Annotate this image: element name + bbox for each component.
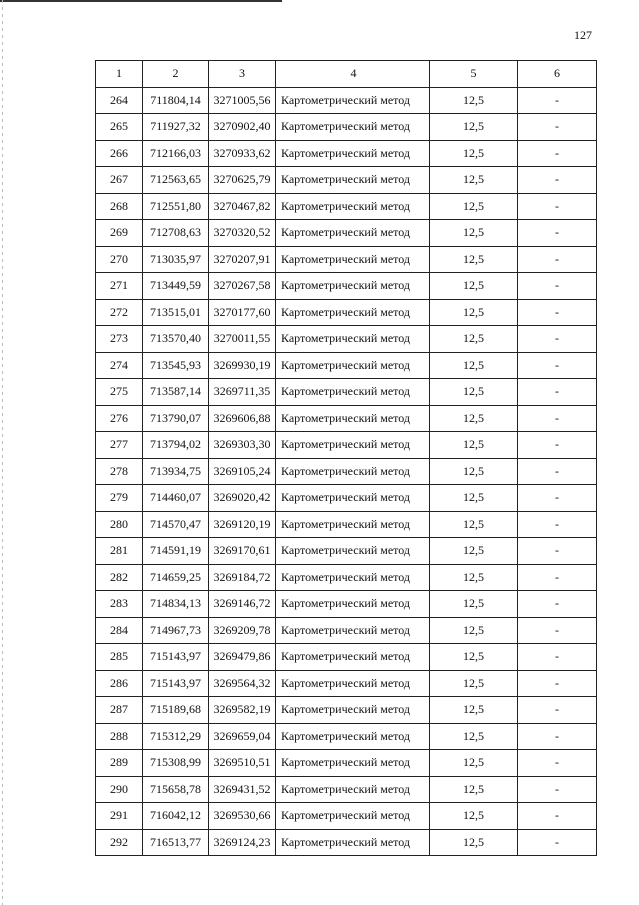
cell-y-coordinate: 3269479,86: [209, 644, 276, 671]
cell-method: Картометрический метод: [276, 299, 430, 326]
cell-accuracy: 12,5: [430, 617, 518, 644]
cell-accuracy: 12,5: [430, 167, 518, 194]
cell-accuracy: 12,5: [430, 644, 518, 671]
cell-method: Картометрический метод: [276, 326, 430, 353]
cell-note: -: [518, 776, 597, 803]
cell-point-number: 266: [96, 140, 143, 167]
cell-point-number: 272: [96, 299, 143, 326]
header-cell-1: 1: [96, 61, 143, 88]
cell-x-coordinate: 712708,63: [143, 220, 209, 247]
cell-x-coordinate: 714460,07: [143, 485, 209, 512]
cell-method: Картометрический метод: [276, 644, 430, 671]
cell-y-coordinate: 3271005,56: [209, 87, 276, 114]
cell-point-number: 270: [96, 246, 143, 273]
cell-x-coordinate: 714570,47: [143, 511, 209, 538]
cell-method: Картометрический метод: [276, 723, 430, 750]
cell-accuracy: 12,5: [430, 379, 518, 406]
table-row: [96, 591, 597, 618]
cell-point-number: 292: [96, 829, 143, 856]
cell-accuracy: 12,5: [430, 273, 518, 300]
cell-x-coordinate: 716042,12: [143, 803, 209, 830]
cell-note: -: [518, 220, 597, 247]
cell-method: Картометрический метод: [276, 193, 430, 220]
table-row: [96, 829, 597, 856]
cell-accuracy: 12,5: [430, 114, 518, 141]
cell-note: -: [518, 644, 597, 671]
cell-accuracy: 12,5: [430, 538, 518, 565]
cell-point-number: 285: [96, 644, 143, 671]
cell-method: Картометрический метод: [276, 220, 430, 247]
cell-accuracy: 12,5: [430, 564, 518, 591]
table-row: [96, 723, 597, 750]
table-row: [96, 405, 597, 432]
cell-method: Картометрический метод: [276, 140, 430, 167]
cell-y-coordinate: 3269431,52: [209, 776, 276, 803]
table-row: [96, 140, 597, 167]
cell-x-coordinate: 716513,77: [143, 829, 209, 856]
cell-point-number: 282: [96, 564, 143, 591]
cell-note: -: [518, 432, 597, 459]
cell-x-coordinate: 711804,14: [143, 87, 209, 114]
cell-y-coordinate: 3269582,19: [209, 697, 276, 724]
table-row: [96, 87, 597, 114]
table-row: [96, 670, 597, 697]
table-row: [96, 193, 597, 220]
cell-note: -: [518, 829, 597, 856]
cell-method: Картометрический метод: [276, 167, 430, 194]
cell-accuracy: 12,5: [430, 299, 518, 326]
table-row: [96, 697, 597, 724]
cell-y-coordinate: 3270320,52: [209, 220, 276, 247]
cell-x-coordinate: 713794,02: [143, 432, 209, 459]
cell-x-coordinate: 714659,25: [143, 564, 209, 591]
cell-method: Картометрический метод: [276, 538, 430, 565]
table-row: [96, 564, 597, 591]
cell-y-coordinate: 3269146,72: [209, 591, 276, 618]
cell-y-coordinate: 3270011,55: [209, 326, 276, 353]
cell-point-number: 265: [96, 114, 143, 141]
cell-x-coordinate: 715312,29: [143, 723, 209, 750]
cell-method: Картометрический метод: [276, 458, 430, 485]
cell-x-coordinate: 715143,97: [143, 644, 209, 671]
cell-x-coordinate: 712166,03: [143, 140, 209, 167]
cell-note: -: [518, 750, 597, 777]
table-row: [96, 511, 597, 538]
cell-point-number: 289: [96, 750, 143, 777]
cell-note: -: [518, 803, 597, 830]
table-row: [96, 167, 597, 194]
cell-x-coordinate: 715189,68: [143, 697, 209, 724]
cell-y-coordinate: 3269124,23: [209, 829, 276, 856]
cell-point-number: 287: [96, 697, 143, 724]
coordinates-table: [95, 60, 597, 856]
cell-accuracy: 12,5: [430, 140, 518, 167]
cell-x-coordinate: 713790,07: [143, 405, 209, 432]
cell-y-coordinate: 3270933,62: [209, 140, 276, 167]
cell-accuracy: 12,5: [430, 750, 518, 777]
cell-accuracy: 12,5: [430, 246, 518, 273]
cell-point-number: 278: [96, 458, 143, 485]
cell-note: -: [518, 617, 597, 644]
cell-method: Картометрический метод: [276, 591, 430, 618]
cell-y-coordinate: 3269930,19: [209, 352, 276, 379]
header-cell-6: 6: [518, 61, 597, 88]
cell-note: -: [518, 723, 597, 750]
cell-note: -: [518, 405, 597, 432]
cell-x-coordinate: 713570,40: [143, 326, 209, 353]
cell-method: Картометрический метод: [276, 829, 430, 856]
cell-y-coordinate: 3269105,24: [209, 458, 276, 485]
cell-y-coordinate: 3269120,19: [209, 511, 276, 538]
cell-note: -: [518, 697, 597, 724]
cell-x-coordinate: 713934,75: [143, 458, 209, 485]
cell-method: Картометрический метод: [276, 114, 430, 141]
cell-method: Картометрический метод: [276, 87, 430, 114]
cell-y-coordinate: 3270207,91: [209, 246, 276, 273]
table-row: [96, 617, 597, 644]
cell-point-number: 279: [96, 485, 143, 512]
cell-note: -: [518, 538, 597, 565]
cell-accuracy: 12,5: [430, 405, 518, 432]
cell-point-number: 267: [96, 167, 143, 194]
top-rule: [0, 0, 282, 2]
cell-note: -: [518, 591, 597, 618]
cell-method: Картометрический метод: [276, 405, 430, 432]
cell-y-coordinate: 3269606,88: [209, 405, 276, 432]
cell-point-number: 283: [96, 591, 143, 618]
cell-accuracy: 12,5: [430, 485, 518, 512]
cell-note: -: [518, 299, 597, 326]
cell-note: -: [518, 273, 597, 300]
cell-x-coordinate: 714967,73: [143, 617, 209, 644]
table-header-row: [96, 61, 597, 88]
cell-note: -: [518, 379, 597, 406]
cell-accuracy: 12,5: [430, 829, 518, 856]
header-cell-3: 3: [209, 61, 276, 88]
cell-x-coordinate: 713449,59: [143, 273, 209, 300]
table-body: [96, 61, 597, 856]
cell-accuracy: 12,5: [430, 193, 518, 220]
cell-point-number: 286: [96, 670, 143, 697]
cell-note: -: [518, 167, 597, 194]
cell-y-coordinate: 3269659,04: [209, 723, 276, 750]
cell-y-coordinate: 3269209,78: [209, 617, 276, 644]
cell-point-number: 291: [96, 803, 143, 830]
cell-x-coordinate: 712563,65: [143, 167, 209, 194]
cell-method: Картометрический метод: [276, 352, 430, 379]
table-row: [96, 299, 597, 326]
table-row: [96, 803, 597, 830]
cell-y-coordinate: 3269530,66: [209, 803, 276, 830]
cell-point-number: 271: [96, 273, 143, 300]
page-number: 127: [574, 28, 592, 42]
cell-point-number: 277: [96, 432, 143, 459]
table-row: [96, 114, 597, 141]
table-row: [96, 273, 597, 300]
cell-method: Картометрический метод: [276, 511, 430, 538]
cell-accuracy: 12,5: [430, 326, 518, 353]
cell-note: -: [518, 352, 597, 379]
cell-accuracy: 12,5: [430, 803, 518, 830]
cell-x-coordinate: 714591,19: [143, 538, 209, 565]
cell-point-number: 281: [96, 538, 143, 565]
cell-accuracy: 12,5: [430, 220, 518, 247]
cell-point-number: 268: [96, 193, 143, 220]
cell-x-coordinate: 715658,78: [143, 776, 209, 803]
cell-note: -: [518, 246, 597, 273]
table-row: [96, 246, 597, 273]
cell-method: Картометрический метод: [276, 564, 430, 591]
cell-accuracy: 12,5: [430, 697, 518, 724]
cell-method: Картометрический метод: [276, 776, 430, 803]
cell-y-coordinate: 3270177,60: [209, 299, 276, 326]
cell-accuracy: 12,5: [430, 432, 518, 459]
cell-accuracy: 12,5: [430, 458, 518, 485]
cell-method: Картометрический метод: [276, 246, 430, 273]
cell-x-coordinate: 713587,14: [143, 379, 209, 406]
cell-method: Картометрический метод: [276, 803, 430, 830]
cell-x-coordinate: 713515,01: [143, 299, 209, 326]
cell-accuracy: 12,5: [430, 723, 518, 750]
cell-note: -: [518, 670, 597, 697]
table-row: [96, 458, 597, 485]
cell-note: -: [518, 87, 597, 114]
cell-note: -: [518, 458, 597, 485]
cell-y-coordinate: 3270467,82: [209, 193, 276, 220]
cell-x-coordinate: 713545,93: [143, 352, 209, 379]
cell-point-number: 290: [96, 776, 143, 803]
cell-note: -: [518, 326, 597, 353]
cell-x-coordinate: 715308,99: [143, 750, 209, 777]
cell-note: -: [518, 485, 597, 512]
cell-x-coordinate: 711927,32: [143, 114, 209, 141]
table-row: [96, 750, 597, 777]
cell-y-coordinate: 3269170,61: [209, 538, 276, 565]
cell-note: -: [518, 564, 597, 591]
cell-point-number: 274: [96, 352, 143, 379]
cell-method: Картометрический метод: [276, 432, 430, 459]
table-row: [96, 379, 597, 406]
cell-note: -: [518, 140, 597, 167]
cell-y-coordinate: 3270902,40: [209, 114, 276, 141]
table-row: [96, 485, 597, 512]
cell-point-number: 284: [96, 617, 143, 644]
cell-y-coordinate: 3269184,72: [209, 564, 276, 591]
cell-note: -: [518, 193, 597, 220]
cell-accuracy: 12,5: [430, 591, 518, 618]
cell-point-number: 276: [96, 405, 143, 432]
cell-point-number: 280: [96, 511, 143, 538]
cell-method: Картометрический метод: [276, 750, 430, 777]
header-cell-5: 5: [430, 61, 518, 88]
cell-note: -: [518, 511, 597, 538]
cell-x-coordinate: 712551,80: [143, 193, 209, 220]
table-row: [96, 432, 597, 459]
cell-accuracy: 12,5: [430, 87, 518, 114]
cell-accuracy: 12,5: [430, 670, 518, 697]
cell-x-coordinate: 715143,97: [143, 670, 209, 697]
cell-y-coordinate: 3270625,79: [209, 167, 276, 194]
table-row: [96, 326, 597, 353]
cell-point-number: 275: [96, 379, 143, 406]
cell-method: Картометрический метод: [276, 617, 430, 644]
cell-x-coordinate: 713035,97: [143, 246, 209, 273]
cell-accuracy: 12,5: [430, 511, 518, 538]
table-row: [96, 538, 597, 565]
table-row: [96, 220, 597, 247]
cell-method: Картометрический метод: [276, 670, 430, 697]
header-cell-4: 4: [276, 61, 430, 88]
cell-point-number: 269: [96, 220, 143, 247]
table-row: [96, 776, 597, 803]
scan-edge: [2, 0, 3, 905]
cell-accuracy: 12,5: [430, 352, 518, 379]
cell-accuracy: 12,5: [430, 776, 518, 803]
cell-point-number: 288: [96, 723, 143, 750]
cell-x-coordinate: 714834,13: [143, 591, 209, 618]
cell-y-coordinate: 3269303,30: [209, 432, 276, 459]
cell-method: Картометрический метод: [276, 485, 430, 512]
cell-point-number: 273: [96, 326, 143, 353]
cell-y-coordinate: 3269564,32: [209, 670, 276, 697]
cell-note: -: [518, 114, 597, 141]
cell-y-coordinate: 3270267,58: [209, 273, 276, 300]
cell-y-coordinate: 3269510,51: [209, 750, 276, 777]
cell-method: Картометрический метод: [276, 697, 430, 724]
table-row: [96, 644, 597, 671]
cell-y-coordinate: 3269711,35: [209, 379, 276, 406]
header-cell-2: 2: [143, 61, 209, 88]
cell-method: Картометрический метод: [276, 273, 430, 300]
cell-point-number: 264: [96, 87, 143, 114]
cell-y-coordinate: 3269020,42: [209, 485, 276, 512]
cell-method: Картометрический метод: [276, 379, 430, 406]
table-row: [96, 352, 597, 379]
